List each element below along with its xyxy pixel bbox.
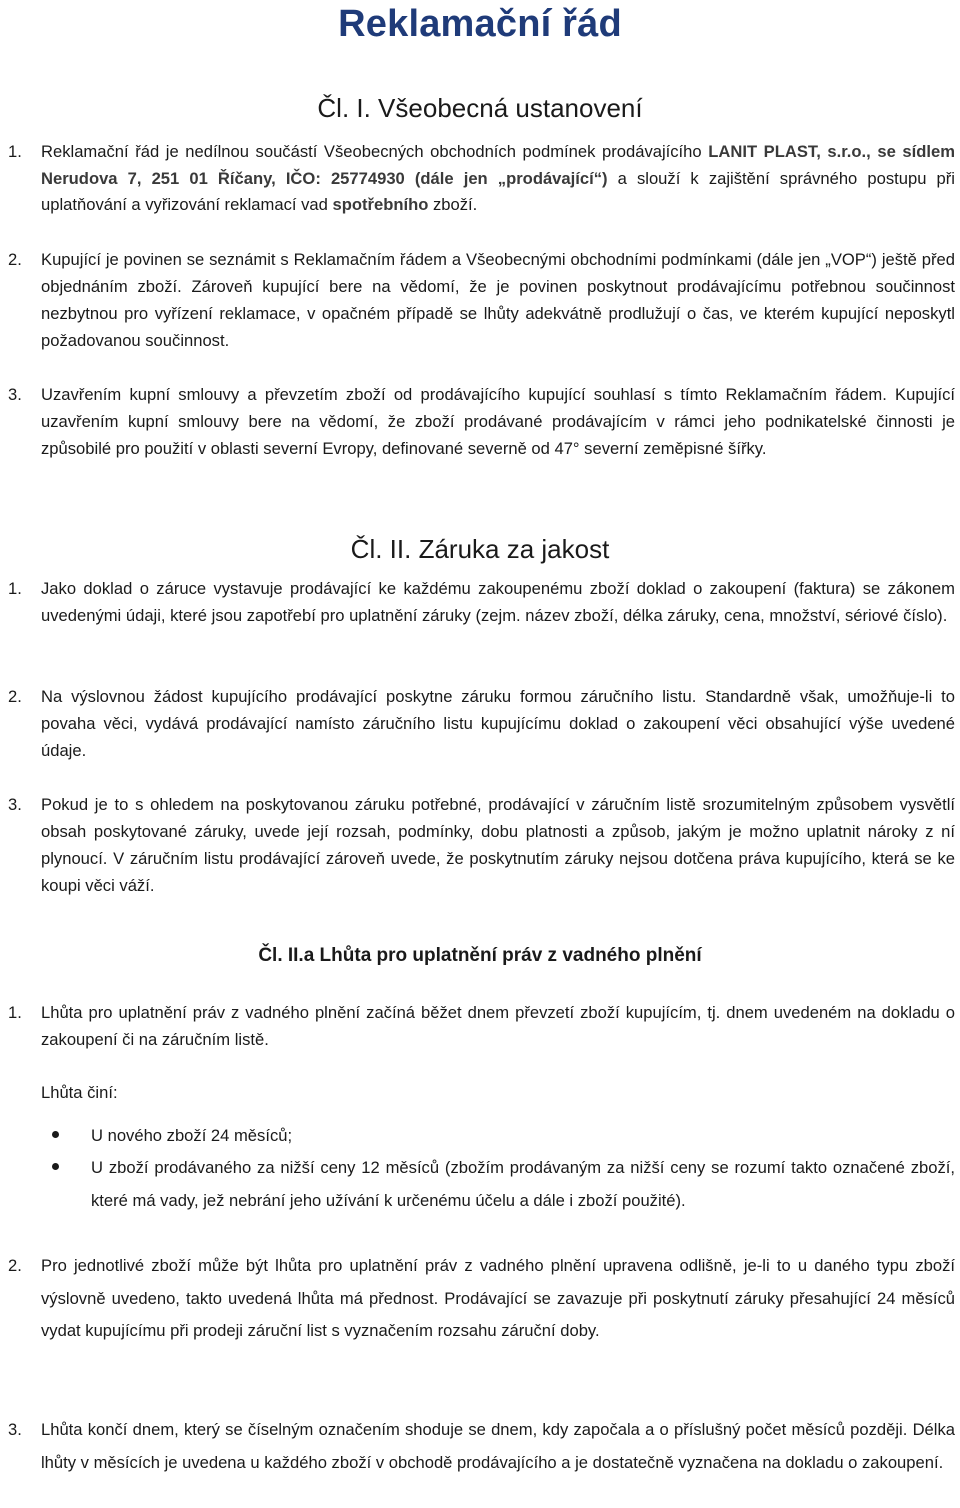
list-item — [0, 791, 960, 899]
section-heading-warranty: Čl. II. Záruka za jakost — [350, 534, 610, 564]
item-text-part: Reklamační řád je nedílnou součástí Všeobecných obchodních podmínek prodávajícího — [41, 142, 702, 161]
list-item — [0, 999, 960, 1053]
item-text: Lhůta pro uplatnění práv z vadného plnění začíná běžet dnem převzetí zboží kupujícím, tj. dnem uvedeném na dokladu o zakoupení či na záručním listě. — [41, 1003, 955, 1049]
item-text: Pokud je to s ohledem na poskytovanou záruku potřebné, prodávající v záručním listě srozumitelným způsobem vysvětlí obsah poskytované záruky, uvede její rozsah, podmínky, dobu platnosti a způsob, jakým je možno uplatnit nároky z ní plynoucí. V záručním listu prodávající zároveň uvede, že poskytnutím záruky nejsou dotčena práva kupujícího, která se ke koupi věci váží. — [41, 795, 955, 895]
item-number: 3. — [8, 385, 22, 404]
bullet-icon — [52, 1131, 59, 1138]
list-item — [0, 683, 960, 764]
document-title: Reklamační řád — [338, 3, 622, 45]
item-text: Lhůta končí dnem, který se číselným označením shoduje se dnem, kdy započala a o příslušný počet měsíců později. Délka lhůty v měsících je uvedena u každého zboží v obchodě prodávajícího a je dostatečně vyznačena na dokladu o zakoupení. — [41, 1420, 955, 1472]
bullet-item — [0, 1151, 960, 1217]
list-item — [0, 575, 960, 629]
term-label: Lhůta činí: — [41, 1083, 118, 1102]
bullet-text: U nového zboží 24 měsíců; — [91, 1126, 293, 1145]
company-address: , se sídlem Nerudova 7, 251 01 Říčany, IČO: 25774930 (dále jen „prodávající“) — [41, 142, 955, 188]
bullet-icon — [52, 1163, 59, 1170]
list-item — [0, 381, 960, 462]
list-item — [0, 1414, 960, 1479]
item-number: 1. — [8, 1003, 22, 1022]
item-number: 2. — [8, 250, 22, 269]
item-text-part: zboží. — [428, 195, 478, 214]
item-number: 1. — [8, 142, 22, 161]
item-number: 1. — [8, 579, 22, 598]
section-heading-claim-period: Čl. II.a Lhůta pro uplatnění práv z vadného plnění — [258, 945, 702, 966]
item-number: 3. — [8, 1420, 22, 1439]
item-text-part: a slouží k zajištění správného postupu při uplatňování a vyřizování reklamací vad — [41, 168, 955, 214]
company-name: LANIT PLAST, s.r.o. — [708, 142, 867, 161]
item-text: Kupující je povinen se seznámit s Reklamačním řádem a Všeobecnými obchodními podmínkami (dále jen „VOP“) ještě před objednáním zboží. Zároveň kupující bere na vědomí, že je povinen poskytnout prodávajícímu potřebnou součinnost nezbytnou pro vyřízení reklamace, v opačném případě se lhůty adekvátně prodlužují o čas, ve kterém kupující neposkytl požadovanou součinnost. — [41, 250, 955, 350]
item-text — [41, 139, 955, 219]
item-text: Uzavřením kupní smlouvy a převzetím zboží od prodávajícího kupující souhlasí s tímto Reklamačním řádem. Kupující uzavřením kupní smlouvy bere na vědomí, že zboží prodávané prodávajícím v rámci jeho podnikatelské činnosti je způsobilé pro použití v oblasti severní Evropy, definované severně od 47° severní zeměpisné šířky. — [41, 385, 955, 458]
bullet-item — [0, 1119, 960, 1152]
list-item — [0, 1250, 960, 1348]
item-text: Jako doklad o záruce vystavuje prodávající ke každému zakoupenému zboží doklad o zakoupení (faktura) se zákonem uvedenými údaji, které jsou zapotřebí pro uplatnění záruky (zejm. název zboží, délka záruky, cena, množství, sériové číslo). — [41, 579, 955, 625]
item-text: Na výslovnou žádost kupujícího prodávající poskytne záruku formou záručního listu. Standardně však, umožňuje-li to povaha věci, vydává prodávající namísto záručního listu kupujícímu doklad o zakoupení věci obsahující výše uvedené údaje. — [41, 687, 955, 760]
consumer-goods-term: spotřebního — [332, 195, 429, 214]
item-number: 2. — [8, 687, 22, 706]
list-item — [0, 246, 960, 354]
section-heading-general-provisions: Čl. I. Všeobecná ustanovení — [317, 93, 643, 123]
item-number: 2. — [8, 1256, 22, 1275]
item-text: Pro jednotlivé zboží může být lhůta pro uplatnění práv z vadného plnění upravena odlišně, je-li to u daného typu zboží výslovně uvedeno, takto uvedená lhůta má přednost. Prodávající se zavazuje při poskytnutí záruky přesahující 24 měsíců vydat kupujícímu při prodeji záruční list s vyznačením rozsahu záruční doby. — [41, 1256, 955, 1341]
item-number: 3. — [8, 795, 22, 814]
bullet-text: U zboží prodávaného za nižší ceny 12 měsíců (zbožím prodávaným za nižší ceny se rozumí takto označené zboží, které má vady, jež nebrání jeho užívání k určenému účelu a dále i zboží použité). — [91, 1158, 955, 1210]
list-item — [0, 139, 960, 219]
